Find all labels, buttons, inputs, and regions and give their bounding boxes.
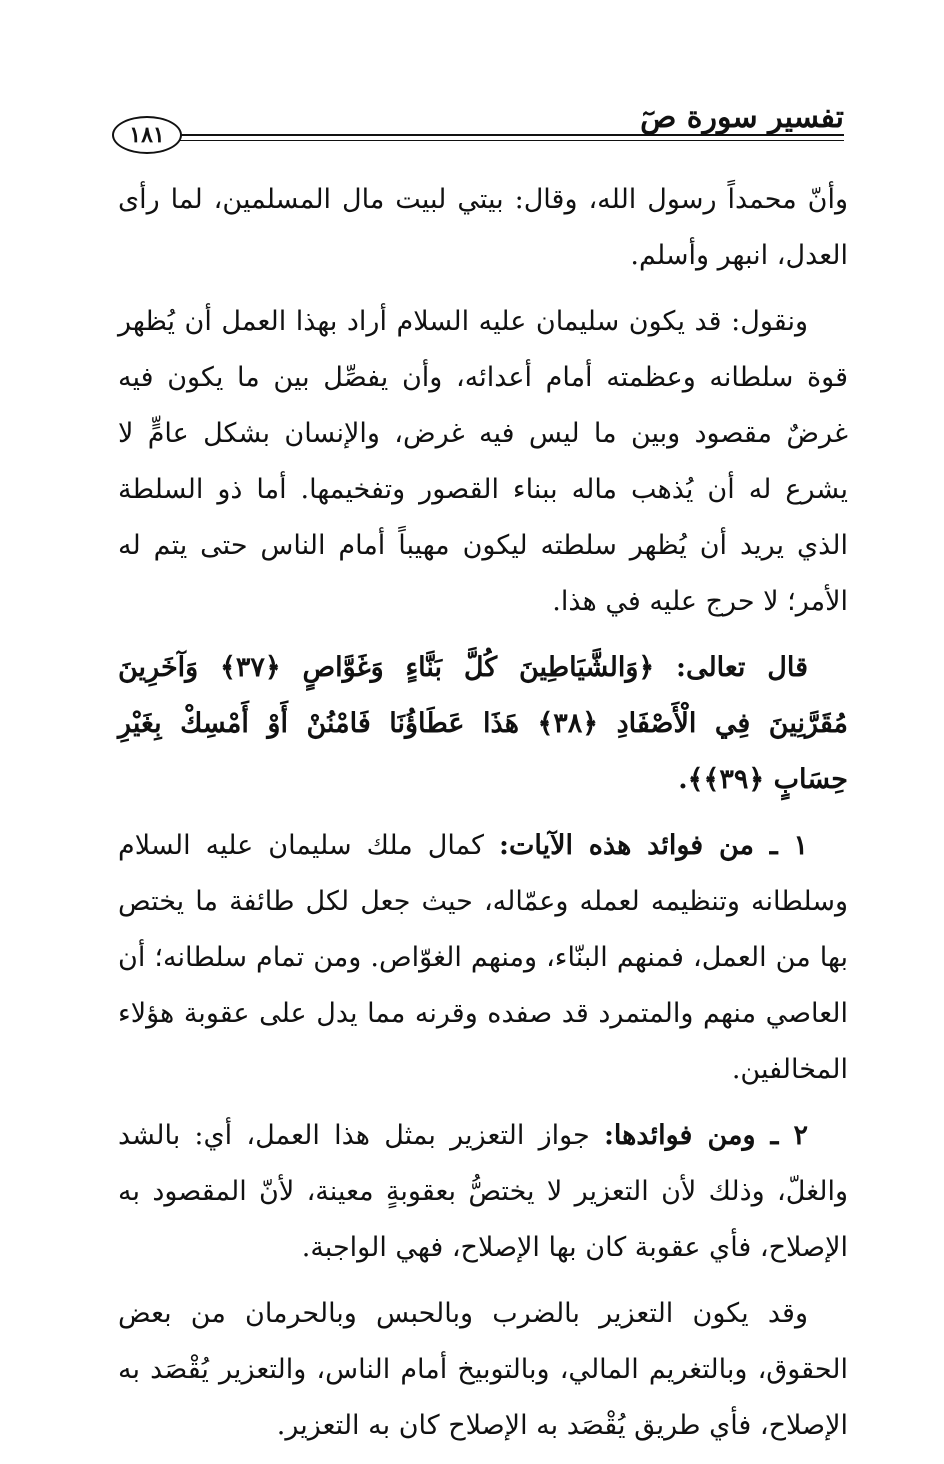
page-number: ١٨١: [112, 116, 182, 154]
header-rule-thin: [172, 140, 844, 141]
running-title: تفسير سورة صٓ: [640, 100, 844, 135]
header-rule: [172, 134, 844, 136]
page-header: [112, 96, 844, 156]
page-body: [118, 172, 848, 1464]
paragraph-text: جواز التعزير بمثل هذا العمل، أي: بالشد والغلّ، وذلك لأن التعزير لا يختصُّ بعقوبةٍ معينة، لأنّ المقصود به الإصلاح، فأي عقوبة كان بها الإصلاح، فهي الواجبة.: [118, 1120, 848, 1263]
benefit-1: [118, 818, 848, 1098]
paragraph-1: [118, 172, 848, 284]
quran-verse-paragraph: [118, 640, 848, 808]
paragraph-text: وأنّ محمداً رسول الله، وقال: بيتي لبيت مال المسلمين، لما رأى العدل، انبهر وأسلم.: [118, 184, 848, 271]
paragraph-text: ونقول: قد يكون سليمان عليه السلام أراد بهذا العمل أن يُظهر قوة سلطانه وعظمته أمام أعدائه، وأن يفصِّل بين ما يكون فيه غرضٌ مقصود وبين ما ليس فيه غرض، والإنسان بشكل عامٍّ لا يشرع له أن يُذهب ماله ببناء القصور وتفخيمها. أما ذو السلطة الذي يريد أن يُظهر سلطته ليكون مهيباً أمام الناس حتى يتم له الأمر؛ لا حرج عليه في هذا.: [118, 306, 848, 617]
benefit-lead: ١ ـ من فوائد هذه الآيات:: [499, 830, 808, 861]
paragraph-text: وقد يكون التعزير بالضرب وبالحبس وبالحرمان من بعض الحقوق، وبالتغريم المالي، وبالتوبيخ أمام الناس، والتعزير يُقْصَد به الإصلاح، فأي طريق يُقْصَد به الإصلاح كان به التعزير.: [118, 1298, 848, 1441]
paragraph-text: كمال ملك سليمان عليه السلام وسلطانه وتنظيمه لعمله وعمّاله، حيث جعل لكل طائفة ما يختص بها من العمل، فمنهم البنّاء، ومنهم الغوّاص. ومن تمام سلطانه؛ أن العاصي منهم والمتمرد قد صفده وقرنه مما يدل على عقوبة هؤلاء المخالفين.: [118, 830, 848, 1085]
benefit-2: [118, 1108, 848, 1276]
verse-text: قال تعالى: ﴿وَالشَّيَاطِينَ كُلَّ بَنَّاءٍ وَغَوَّاصٍ ﴿٣٧﴾ وَآخَرِينَ مُقَرَّنِينَ فِي الْأَصْفَادِ ﴿٣٨﴾ هَذَا عَطَاؤُنَا فَامْنُنْ أَوْ أَمْسِكْ بِغَيْرِ حِسَابٍ ﴿٣٩﴾﴾.: [118, 652, 848, 795]
benefit-lead: ٢ ـ ومن فوائدها:: [603, 1120, 808, 1151]
paragraph-6: [118, 1286, 848, 1454]
paragraph-2: [118, 294, 848, 630]
